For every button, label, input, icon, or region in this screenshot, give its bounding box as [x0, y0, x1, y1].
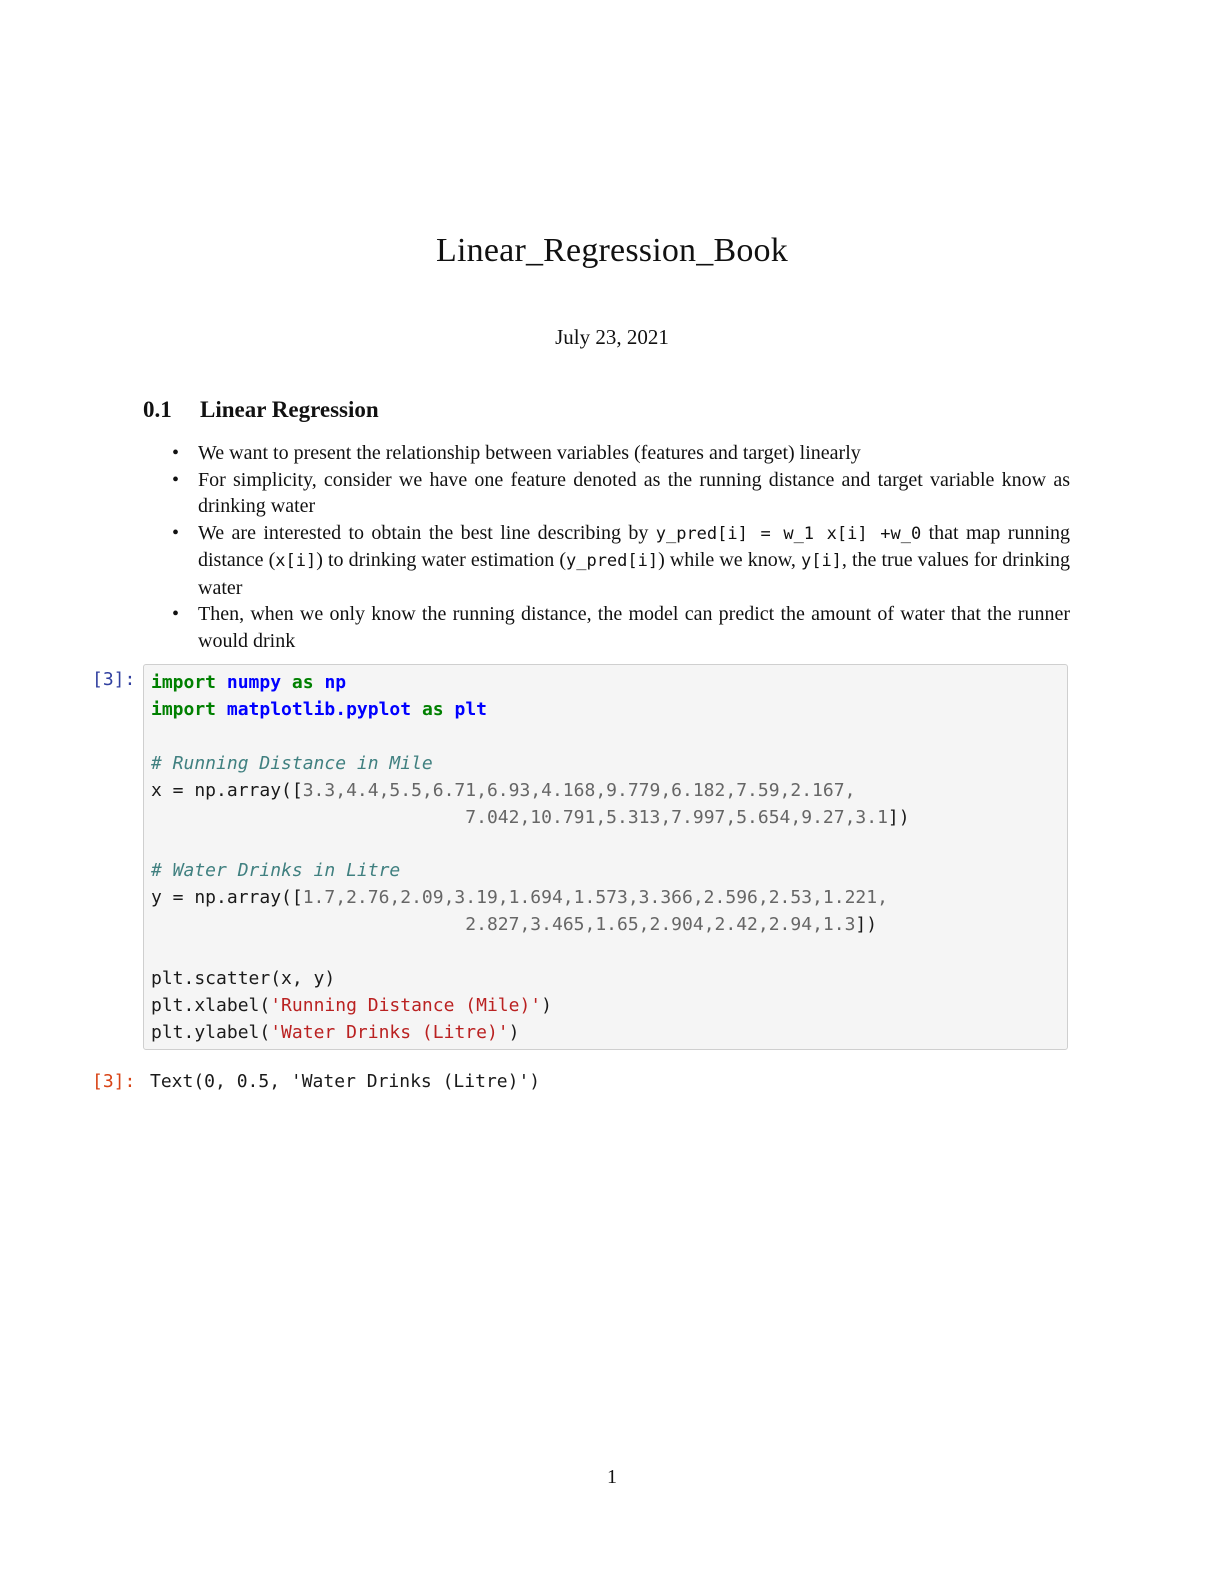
code-keyword: import: [151, 672, 217, 693]
code-string: 'Running Distance (Mile)': [270, 994, 542, 1016]
section-number: 0.1: [143, 397, 172, 422]
document-date: July 23, 2021: [555, 325, 669, 349]
list-item: [172, 440, 1070, 467]
code-keyword: as: [421, 698, 444, 720]
cell-output: Text(0, 0.5, 'Water Drinks (Litre)'): [150, 1071, 541, 1092]
bullet-text: Then, when we only know the running distance, the model can predict the amount of water that the runner would drink: [198, 603, 1070, 652]
code-text: ): [541, 994, 552, 1016]
list-item: [172, 467, 1070, 520]
code-text: ]): [887, 806, 910, 828]
bullet-text: We are interested to obtain the best line describing by: [198, 521, 656, 544]
code-block[interactable]: [144, 665, 1067, 1047]
code-text: x = np.array([: [151, 779, 303, 801]
code-module: matplotlib.pyplot: [226, 698, 412, 720]
code-number: 2.827,3.465,1.65,2.904,2.42,2.94,1.3: [465, 914, 856, 936]
code-comment: # Water Drinks in Litre: [151, 860, 401, 882]
bullet-text: ) to drinking water estimation (: [316, 549, 566, 571]
code-module: numpy: [226, 672, 282, 693]
code-comment: # Running Distance in Mile: [151, 752, 433, 774]
list-item: [172, 520, 1070, 602]
bullet-list: [172, 440, 1070, 654]
document-title: Linear_Regression_Book: [436, 232, 788, 269]
code-text: plt.ylabel(: [151, 1021, 271, 1043]
code-string: 'Water Drinks (Litre)': [270, 1021, 509, 1043]
code-keyword: import: [151, 698, 217, 720]
input-prompt: [3]:: [92, 669, 136, 690]
page-number: 1: [607, 1466, 617, 1488]
bullet-text: We want to present the relationship between variables (features and target) linearly: [198, 442, 861, 464]
inline-code: y[i]: [800, 551, 842, 571]
inline-code: y_pred[i]: [565, 551, 659, 571]
code-cell[interactable]: [143, 664, 1068, 1050]
code-number: 1.7,2.76,2.09,3.19,1.694,1.573,3.366,2.596,2.53,1.221,: [302, 887, 888, 909]
code-text: y = np.array([: [151, 887, 303, 909]
code-keyword: as: [291, 672, 314, 693]
list-item: [172, 601, 1070, 654]
output-prompt: [3]:: [92, 1071, 136, 1092]
inline-code: y_pred[i] = w_1 x[i] +w_0: [655, 523, 922, 544]
code-text: plt.xlabel(: [151, 994, 271, 1016]
bullet-text: , the true values for drinking water: [198, 549, 1071, 599]
bullet-text: For simplicity, consider we have one feature denoted as the running distance and target variable know as drinking water: [198, 468, 1070, 517]
inline-code: x[i]: [275, 551, 317, 571]
bullet-text: ) while we know,: [658, 549, 801, 571]
bullet-text: that map running distance (: [198, 521, 1071, 571]
section-title: Linear Regression: [200, 397, 379, 422]
code-text: ): [508, 1021, 520, 1043]
code-alias: np: [324, 672, 347, 693]
code-text: ]): [855, 914, 878, 936]
code-text: plt.scatter(x, y): [151, 967, 336, 989]
code-number: 3.3,4.4,5.5,6.71,6.93,4.168,9.779,6.182,7.59,2.167,: [302, 779, 856, 801]
code-number: 7.042,10.791,5.313,7.997,5.654,9.27,3.1: [465, 806, 888, 828]
section-heading: [143, 397, 379, 423]
code-alias: plt: [454, 698, 487, 720]
